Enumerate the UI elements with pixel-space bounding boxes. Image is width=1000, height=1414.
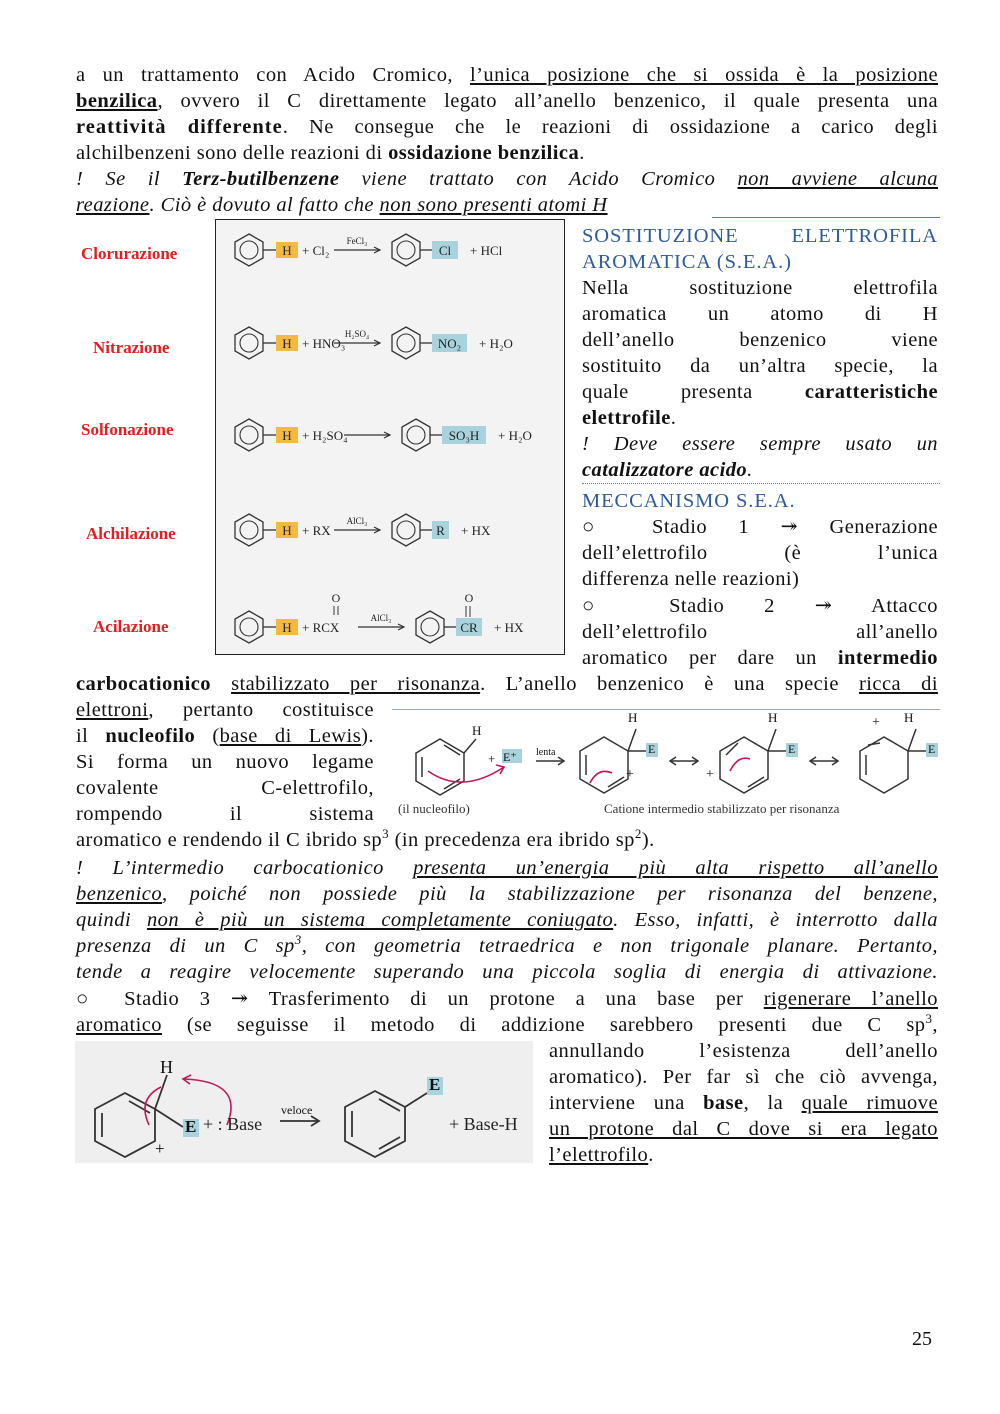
text-line: Nella sostituzione elettrofila — [582, 277, 938, 299]
text-line: dell’elettrofilo all’anello — [582, 621, 938, 643]
base-h-label: + Base-H — [449, 1114, 518, 1134]
reagent-text: + HNO₃ — [302, 336, 346, 351]
text-line: ○ Stadio 1 ↠ Generazione — [582, 516, 938, 538]
benzene-ring — [416, 611, 444, 643]
text-line: aromatico (se seguisse il metodo di addizione sarebbero presenti due C $sp^3$, — [76, 1011, 938, 1036]
benzene-ring — [235, 419, 263, 451]
plus-label: + — [155, 1139, 165, 1158]
text-line: elettrofile. — [582, 407, 677, 429]
text-line: interviene una base, la quale rimuove — [549, 1092, 939, 1114]
text-line: ○ Stadio 2 ↠ Attacco — [582, 595, 938, 617]
product-group: Cl — [438, 243, 452, 258]
benzene-ring — [392, 327, 420, 359]
divider — [582, 483, 940, 484]
oxygen-atom: O — [331, 591, 341, 605]
text-line: aromatico). Per far sì che ciò avvenga, — [549, 1066, 938, 1088]
text-line: a un trattamento con Acido Cromico, l’unica posizione che si ossida è la posizione — [76, 64, 938, 86]
text-line: catalizzatore acido. — [582, 459, 753, 481]
e-label: E — [185, 1117, 197, 1136]
section-heading: SOSTITUZIONE ELETTROFILA — [582, 225, 938, 247]
text-line: tende a reagire velocemente superando una piccola soglia di energia di attivazione. — [76, 961, 938, 983]
veloce-label: veloce — [281, 1103, 313, 1117]
product-group: SO₃H — [448, 428, 480, 443]
reaction-table-drawing — [216, 220, 563, 653]
lenta-label: lenta — [536, 747, 556, 758]
text-line: il nucleofilo (base di Lewis). — [76, 725, 374, 747]
reagent-text: + H₂SO₄ — [302, 428, 348, 443]
text-line: differenza nelle reazioni) — [582, 568, 800, 590]
stage3-drawing — [75, 1041, 533, 1163]
h-atom: H — [282, 428, 292, 443]
text-line: ! Deve essere sempre usato un — [582, 433, 938, 455]
text-line: carbocationico stabilizzato per risonanza. L’anello benzenico è una specie ricca di — [76, 673, 938, 695]
text-line: reattività differente. Ne consegue che le reazioni di ossidazione a carico degli — [76, 116, 939, 138]
oxygen-atom: O — [464, 591, 474, 605]
nucleofilo-caption: (il nucleofilo) — [398, 801, 470, 816]
text-line: benzenico, poiché non possiede più la stabilizzazione per risonanza del benzene, — [76, 883, 938, 905]
label-acilazione: Acilazione — [93, 617, 169, 636]
reagent-text: + RX — [302, 523, 331, 538]
catalyst-text: FeCl₃ — [346, 236, 368, 246]
product-group: R — [436, 523, 445, 538]
catalyst-text: AlCl₃ — [370, 613, 392, 623]
text-line: ! L’intermedio carbocationico presenta un’energia più alta rispetto all’anello — [76, 857, 938, 879]
text-line: l’elettrofilo. — [549, 1144, 654, 1166]
text-line: aromatica un atomo di H — [582, 303, 938, 325]
page-number: 25 — [912, 1328, 932, 1350]
benzene-ring — [402, 419, 430, 451]
h-label: H — [768, 710, 778, 725]
reagent-text: + RCX — [302, 620, 340, 635]
h-label: H — [628, 710, 638, 725]
byproduct-text: + HX — [461, 523, 491, 538]
text-line: covalente C-elettrofilo, — [76, 777, 374, 799]
label-nitrazione: Nitrazione — [93, 338, 170, 357]
h-atom: H — [282, 243, 292, 258]
benzene-ring — [392, 234, 420, 266]
text-line: un protone dal C dove si era legato — [549, 1118, 938, 1140]
benzene-ring — [235, 514, 263, 546]
text-line: aromatico e rendendo il C ibrido $sp^3$ (in precedenza era ibrido $sp^2$). — [76, 826, 655, 851]
base-label: + : Base — [203, 1114, 263, 1134]
text-line: Si forma un nuovo legame — [76, 751, 374, 773]
stage3-figure — [75, 1041, 533, 1163]
plus-label: + — [488, 751, 496, 766]
cation-caption: Catione intermedio stabilizzato per risonanza — [604, 801, 840, 816]
e-label: E — [928, 742, 936, 756]
product-group: CR — [460, 620, 478, 635]
h-label: H — [472, 723, 482, 738]
text-line: aromatico per dare un intermedio — [582, 647, 938, 669]
label-alchilazione: Alchilazione — [86, 524, 176, 543]
label-clorurazione: Clorurazione — [81, 244, 178, 263]
section-heading: AROMATICA (S.E.A.) — [582, 251, 792, 273]
text-line: dell’anello benzenico viene — [582, 329, 938, 351]
divider — [712, 217, 940, 218]
h-atom: H — [282, 336, 292, 351]
reaction-table-figure — [215, 219, 565, 655]
section-heading: MECCANISMO S.E.A. — [582, 490, 796, 512]
text-line: annullando l’esistenza dell’anello — [549, 1040, 938, 1062]
mechanism-figure — [392, 709, 940, 821]
byproduct-text: + H₂O — [479, 336, 513, 351]
label-solfonazione: Solfonazione — [81, 420, 174, 439]
benzene-ring — [235, 611, 263, 643]
text-line: elettroni, pertanto costituisce — [76, 699, 374, 721]
benzene-ring — [235, 327, 263, 359]
e-label: E — [648, 742, 656, 756]
h-atom: H — [282, 620, 292, 635]
byproduct-text: + HCl — [470, 243, 503, 258]
plus-label: + — [872, 715, 880, 730]
text-line: ○ Stadio 3 ↠ Trasferimento di un protone a una base per rigenerare l’anello — [76, 988, 938, 1010]
text-line: presenza di un C $sp^3$, con geometria tetraedrica e non trigonale planare. Pertanto, — [76, 932, 938, 957]
byproduct-text: + H₂O — [498, 428, 532, 443]
plus-label: + — [626, 767, 634, 782]
catalyst-text: H₂SO₄ — [344, 329, 370, 339]
catalyst-text: AlCl₃ — [346, 516, 368, 526]
reagent-text: + Cl₂ — [302, 243, 330, 258]
product-group: NO₂ — [437, 336, 462, 351]
electrophile-label: E⁺ — [503, 750, 517, 764]
e-label: E — [429, 1075, 441, 1094]
text-line: ! Se il Terz-butilbenzene viene trattato con Acido Cromico non avviene alcuna — [76, 168, 938, 190]
text-line: quale presenta caratteristiche — [582, 381, 938, 403]
text-line: quindi non è più un sistema completamente coniugato. Esso, infatti, è interrotto dalla — [76, 909, 938, 931]
text-line: sostituito da un’altra specie, la — [582, 355, 938, 377]
text-line: dell’elettrofilo (è l’unica — [582, 542, 938, 564]
text-line: rompendo il sistema — [76, 803, 374, 825]
h-atom: H — [282, 523, 292, 538]
byproduct-text: + HX — [494, 620, 524, 635]
h-label: H — [160, 1057, 173, 1077]
e-label: E — [788, 742, 796, 756]
text-line: alchilbenzeni sono delle reazioni di ossidazione benzilica. — [76, 142, 585, 164]
text-line: benzilica, ovvero il C direttamente legato all’anello benzenico, il quale presenta una — [76, 90, 938, 112]
h-label: H — [904, 710, 914, 725]
benzene-ring — [392, 514, 420, 546]
benzene-ring — [235, 234, 263, 266]
text-line: reazione. Ciò è dovuto al fatto che non sono presenti atomi H — [76, 194, 608, 216]
plus-label: + — [706, 767, 714, 782]
